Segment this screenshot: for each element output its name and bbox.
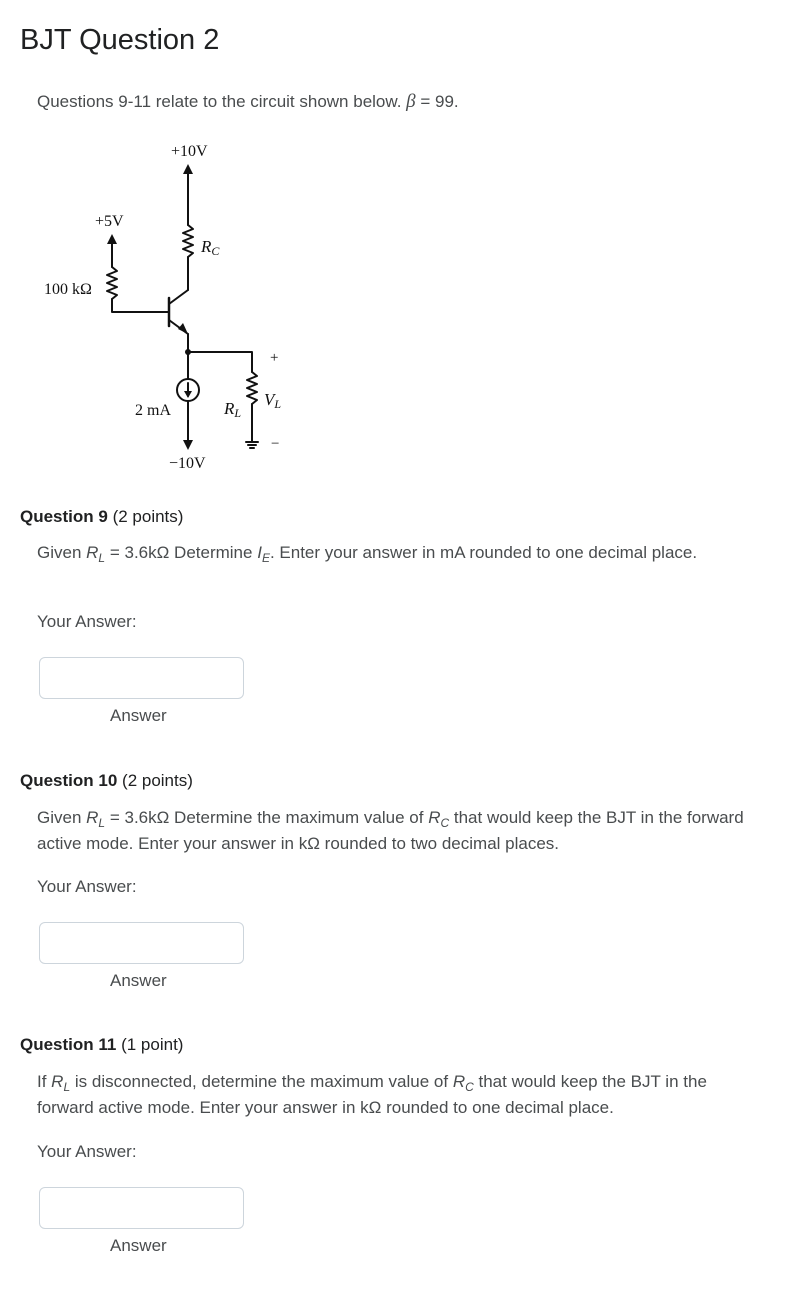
question-11-your-answer-label: Your Answer: xyxy=(37,1142,137,1161)
question-11-answer-label: Answer xyxy=(110,1236,167,1255)
question-10-answer-label: Answer xyxy=(110,971,167,990)
question-11-text: If $R_L$ is disconnected, determine the maximum value of $R_C$ that would keep the BJT in the forward active mode. Enter your answer in kΩ rounded to one decimal place. xyxy=(37,1072,707,1117)
bjt-circuit-diagram xyxy=(30,130,330,480)
rc-resistor xyxy=(183,225,193,257)
rl-resistor xyxy=(247,372,257,404)
vbb-label: +5V xyxy=(95,213,124,230)
question-9-your-answer-label: Your Answer: xyxy=(37,612,137,631)
vbb-arrow xyxy=(107,234,117,244)
rl-label-sub: L xyxy=(234,406,242,420)
question-9-answer-label: Answer xyxy=(110,706,167,725)
question-11-title: Question 11 (1 point) xyxy=(20,1035,184,1054)
question-11-answer-input[interactable] xyxy=(39,1187,244,1229)
question-10-your-answer-label: Your Answer: xyxy=(37,877,137,896)
vee-arrow xyxy=(183,440,193,450)
vl-plus: + xyxy=(270,350,279,366)
question-10-title: Question 10 (2 points) xyxy=(20,771,193,790)
intro-sentence: Questions 9-11 relate to the circuit shown below. xyxy=(37,92,402,111)
rc-label: RC xyxy=(201,237,220,258)
vl-label-sub: L xyxy=(274,397,282,411)
beta-symbol: β xyxy=(406,91,416,112)
vl-label: VL xyxy=(264,390,282,411)
rb-resistor xyxy=(107,267,117,299)
collector-lead xyxy=(169,290,188,304)
question-9-title: Question 9 (2 points) xyxy=(20,507,184,526)
load-top-wire xyxy=(188,352,252,372)
vcc-arrow xyxy=(183,164,193,174)
emitter-arrow xyxy=(178,323,188,334)
question-10-answer-input[interactable] xyxy=(39,922,244,964)
current-label: 2 mA xyxy=(135,402,171,419)
question-9-answer-input[interactable] xyxy=(39,657,244,699)
question-9-text: Given $R_L = 3.6k\Omega$ Determine $I_E$. Enter your answer in mA rounded to one decimal place. xyxy=(37,543,698,565)
vee-label: −10V xyxy=(169,455,206,472)
page-title: BJT Question 2 xyxy=(20,24,220,56)
junction-dot xyxy=(185,349,191,355)
question-10-text: Given $R_L = 3.6k\Omega$ Determine the maximum value of $R_C$ that would keep the BJT in the forward active mode. Enter your answer in kΩ rounded to two decimal places. xyxy=(37,808,744,853)
rl-label: RL xyxy=(224,399,242,420)
vl-minus: − xyxy=(271,436,280,452)
intro-text xyxy=(37,91,459,113)
beta-value: = 99. xyxy=(415,92,459,111)
vcc-label: +10V xyxy=(171,143,208,160)
base-wire xyxy=(112,299,169,312)
rc-label-sub: C xyxy=(211,244,220,258)
current-source-arrowhead xyxy=(184,391,192,398)
rb-label: 100 kΩ xyxy=(44,281,92,298)
